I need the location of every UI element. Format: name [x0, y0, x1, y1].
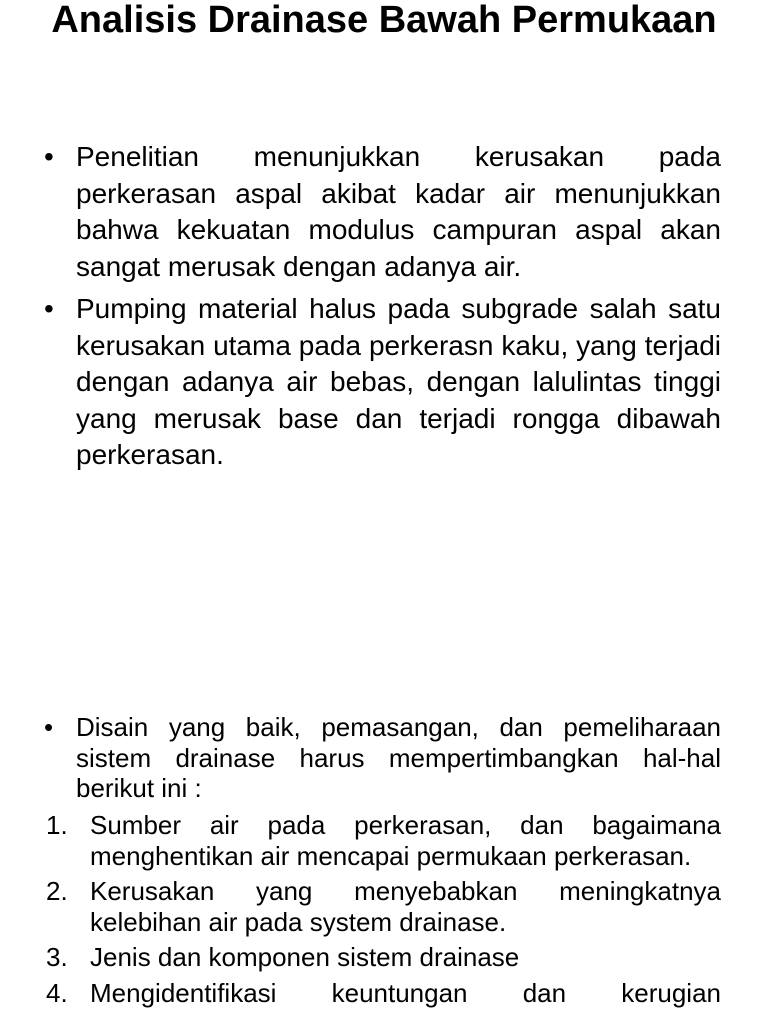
numbered-item [0, 810, 768, 871]
item-text: Mengidentifikasi keuntungan dan kerugian [90, 977, 721, 1008]
slide1-bullet-list [0, 139, 768, 480]
bullet-text: Penelitian menunjukkan kerusakan pada perkerasan aspal akibat kadar air menunjukkan bahwa kekuatan modulus campuran aspal akan sangat merusak dengan adanya air. [76, 141, 721, 282]
item-number: 4. [46, 977, 68, 1008]
bullet-icon: • [44, 712, 54, 742]
bullet-text: Pumping material halus pada subgrade salah satu kerusakan utama pada perkerasn kaku, yang terjadi dengan adanya air bebas, dengan lalulintas tinggi yang merusak base dan terjadi rongga dibawah perkerasan. [76, 293, 721, 470]
item-number: 3. [46, 942, 68, 972]
item-text: Kerusakan yang menyebabkan meningkatnya kelebihan air pada system drainase. [90, 876, 721, 937]
item-number: 1. [46, 810, 68, 840]
item-text: Jenis dan komponen sistem drainase [90, 942, 520, 972]
bullet-icon: • [44, 293, 54, 324]
slide-title: Analisis Drainase Bawah Permukaan [51, 0, 717, 41]
slide2-bullet-list [0, 712, 768, 804]
numbered-item [0, 942, 768, 973]
bullet-icon: • [44, 141, 54, 172]
numbered-item [0, 876, 768, 937]
item-number: 2. [46, 876, 68, 906]
bullet-item [0, 291, 768, 474]
bullet-text: Disain yang baik, pemasangan, dan pemeliharaan sistem drainase harus mempertimbangkan hal-hal berikut ini : [76, 712, 721, 803]
bullet-item [0, 712, 768, 804]
numbered-item [0, 978, 768, 1009]
slide2-numbered-list [0, 810, 768, 1013]
bullet-item [0, 139, 768, 285]
item-text: Sumber air pada perkerasan, dan bagaimana menghentikan air mencapai permukaan perkerasan. [90, 810, 721, 871]
